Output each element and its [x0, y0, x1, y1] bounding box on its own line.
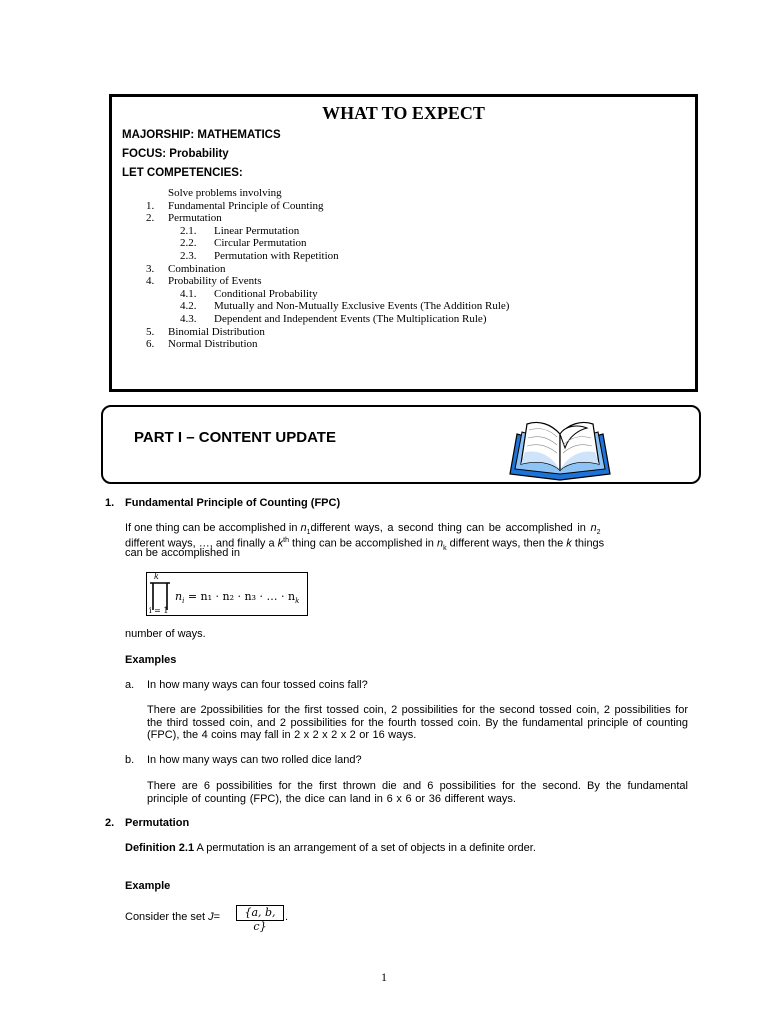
section-2-number: 2. — [105, 817, 115, 829]
set-notation: {a, b, c} — [236, 905, 284, 921]
example-b-answer: There are 6 possibilities for the first thrown die and 6 possibilities for the second. By the fundamental principle of counting (FPC), the dice can land in 6 x 6 or 36 different ways. — [147, 780, 688, 805]
consider-period: . — [285, 911, 289, 923]
competency-list — [112, 187, 695, 357]
list-item: 4.1. Conditional Probability — [180, 287, 318, 300]
list-item: 2.3. Permutation with Repetition — [180, 250, 339, 262]
what-to-expect-box — [109, 94, 698, 392]
example-b-label: b. — [125, 754, 135, 766]
competency-intro: Solve problems involving — [168, 187, 282, 199]
open-book-icon — [507, 416, 613, 482]
list-item: 1. Fundamental Principle of Counting — [146, 199, 324, 212]
fpc-paragraph-line-2: different ways, …, and finally a $k^{th}$ thing can be accomplished in $n_k$ different ways, then the k things — [125, 537, 605, 552]
what-to-expect-title: WHAT TO EXPECT — [322, 103, 485, 123]
examples-label: Examples — [125, 654, 177, 666]
list-item: 4.3. Dependent and Independent Events (The Multiplication Rule) — [180, 313, 487, 325]
product-upper-limit: k — [154, 572, 159, 581]
part-one-banner — [101, 405, 701, 484]
example-a-answer: There are 2possibilities for the first tossed coin, 2 possibilities for the second tossed coin, 2 possibilities for the third tossed coin, and 2 possibilities for the fourth tossed coin. By the fundamental principle of counting (FPC), the 4 coins may fall in 2 x 2 x 2 x 2 or 16 ways. — [147, 704, 688, 741]
example-label: Example — [125, 880, 171, 892]
example-b-question: In how many ways can two rolled dice land? — [147, 754, 362, 766]
product-lower-limit: i = 1 — [149, 606, 169, 615]
number-of-ways-text: number of ways. — [125, 628, 206, 640]
product-expression: $n_i = n_1 \cdot n_2 \cdot n_3$ · … · $n_k$ — [175, 590, 300, 606]
list-item: 6. Normal Distribution — [146, 338, 258, 351]
list-item: 2.2. Circular Permutation — [180, 237, 307, 250]
list-item: 5. Binomial Distribution — [146, 325, 265, 338]
example-a-question: In how many ways can four tossed coins fall? — [147, 679, 368, 691]
definition-2-1: Definition 2.1 A permutation is an arrangement of a set of objects in a definite order. — [125, 842, 536, 854]
example-a-label: a. — [125, 679, 135, 691]
section-1-number: 1. — [105, 497, 115, 509]
part-one-title: PART I – CONTENT UPDATE — [134, 429, 336, 446]
competencies-label: LET COMPETENCIES: — [122, 167, 243, 179]
list-item: 4.2. Mutually and Non-Mutually Exclusive Events (The Addition Rule) — [180, 300, 510, 313]
consider-set-text: Consider the set J= — [125, 911, 221, 923]
list-item: 3. Combination — [146, 262, 226, 275]
product-formula — [146, 572, 308, 616]
list-item: 4. Probability of Events — [146, 275, 262, 288]
section-1-heading: Fundamental Principle of Counting (FPC) — [125, 497, 341, 509]
list-item: 2. Permutation — [146, 212, 222, 225]
fpc-paragraph-line-3: can be accomplished in — [125, 547, 240, 559]
majorship-label: MAJORSHIP: MATHEMATICS — [122, 129, 281, 141]
fpc-paragraph-line-1: If one thing can be accomplished in $n_1different$ ways, a second thing can be accomplished in $n_2$ — [125, 522, 601, 537]
page-number: 1 — [381, 970, 387, 984]
focus-label: FOCUS: Probability — [122, 148, 229, 160]
section-2-heading: Permutation — [125, 817, 190, 829]
list-item: 2.1. Linear Permutation — [180, 224, 300, 237]
